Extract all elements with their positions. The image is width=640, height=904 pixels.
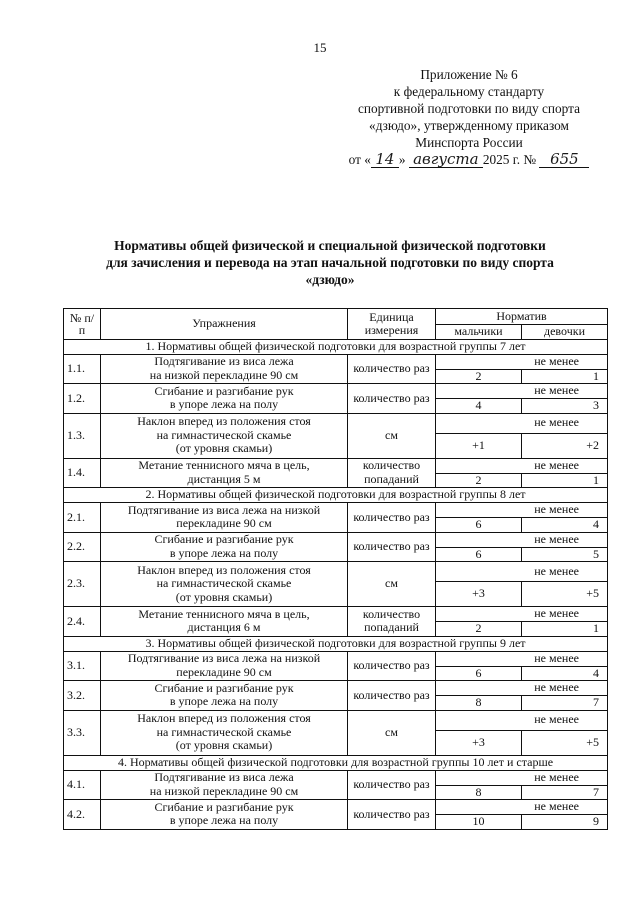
unit-cell (348, 607, 436, 637)
row-number: 3.2. (64, 681, 101, 711)
exercise-line: Сгибание и разгибание рук (154, 532, 294, 547)
exercise-cell (101, 354, 348, 384)
date-mid: » (398, 152, 406, 167)
row-number: 4.2. (64, 800, 101, 830)
exercise-line: Сгибание и разгибание рук (154, 799, 294, 814)
unit-line: количество раз (353, 390, 430, 405)
appendix-line-3: спортивной подготовки по виду спорта (358, 101, 580, 116)
title-line-2: для зачисления и перевода на этап начальной подготовки по виду спорта (106, 255, 554, 270)
header-girls: девочки (522, 325, 608, 340)
norm-label: не менее (436, 384, 608, 399)
norm-label: не менее (436, 354, 608, 369)
exercise-line: на низкой перекладине 90 см (149, 783, 299, 798)
exercise-cell (101, 607, 348, 637)
appendix-title: Приложение № 6 (420, 67, 518, 82)
boys-value: 6 (436, 547, 522, 562)
row-number: 1.3. (64, 413, 101, 458)
unit-line: количество (362, 458, 421, 473)
row-number: 2.2. (64, 532, 101, 562)
row-number: 2.4. (64, 607, 101, 637)
unit-cell (348, 710, 436, 755)
girls-value: 4 (522, 518, 608, 533)
exercise-cell (101, 458, 348, 488)
boys-value: +3 (436, 582, 522, 607)
unit-line: количество раз (353, 509, 430, 524)
table-row (64, 651, 608, 666)
header-exercise: Упражнения (101, 309, 348, 340)
unit-cell (348, 354, 436, 384)
norms-table-body (64, 339, 608, 829)
row-number: 1.4. (64, 458, 101, 488)
norm-label: не менее (436, 710, 608, 730)
appendix-date-line (300, 151, 638, 168)
exercise-line: Подтягивание из виса лежа (154, 770, 294, 785)
unit-line: количество раз (353, 658, 430, 672)
title-line-1: Нормативы общей физической и специальной физической подготовки (114, 238, 546, 253)
norm-label: не менее (436, 503, 608, 518)
exercise-cell (101, 413, 348, 458)
row-number: 3.3. (64, 710, 101, 755)
norm-label: не менее (436, 607, 608, 622)
boys-value: 6 (436, 666, 522, 681)
exercise-line: (от уровня скамьи) (175, 738, 273, 753)
exercise-cell (101, 503, 348, 533)
norm-label: не менее (436, 413, 608, 433)
page-number: 15 (313, 40, 327, 55)
section-row (64, 755, 608, 770)
boys-value: 10 (436, 815, 522, 830)
unit-cell (348, 413, 436, 458)
order-number-handwritten: 655 (539, 152, 589, 168)
table-row (64, 562, 608, 582)
date-day-handwritten: 14 (371, 152, 399, 168)
table-row (64, 384, 608, 399)
exercise-cell (101, 800, 348, 830)
table-row (64, 503, 608, 518)
norm-label: не менее (436, 532, 608, 547)
norm-label: не менее (436, 770, 608, 785)
unit-line: количество раз (353, 361, 430, 375)
boys-value: 4 (436, 399, 522, 414)
table-row (64, 354, 608, 369)
table-row (64, 770, 608, 785)
document-title (60, 237, 600, 288)
unit-cell (348, 384, 436, 414)
unit-cell (348, 562, 436, 607)
exercise-line: Наклон вперед из положения стоя (137, 562, 311, 577)
unit-cell (348, 503, 436, 533)
girls-value: +2 (522, 433, 608, 458)
exercise-line: Подтягивание из виса лежа на низкой (127, 502, 321, 517)
exercise-cell (101, 562, 348, 607)
exercise-line: на низкой перекладине 90 см (149, 367, 299, 382)
girls-value: 9 (522, 815, 608, 830)
section-row (64, 339, 608, 354)
norm-label: не менее (436, 458, 608, 473)
date-prefix: от « (348, 152, 371, 167)
girls-value: 7 (522, 696, 608, 711)
date-year: 2025 г. № (482, 152, 537, 167)
boys-value: 2 (436, 622, 522, 637)
unit-line: см (385, 576, 398, 591)
header-norm: Норматив (436, 309, 608, 325)
table-row (64, 458, 608, 473)
exercise-cell (101, 532, 348, 562)
boys-value: 2 (436, 473, 522, 488)
exercise-line: в упоре лежа на полу (169, 545, 279, 560)
header-boys: мальчики (436, 325, 522, 340)
exercise-line: на гимнастической скамье (156, 427, 292, 442)
girls-value: 1 (522, 473, 608, 488)
unit-line: количество раз (353, 687, 430, 702)
boys-value: 6 (436, 518, 522, 533)
exercise-line: (от уровня скамьи) (175, 589, 273, 604)
section-row (64, 488, 608, 503)
row-number: 1.2. (64, 384, 101, 414)
row-number: 1.1. (64, 354, 101, 384)
norm-label: не менее (436, 800, 608, 815)
unit-line: количество (362, 606, 421, 621)
row-number: 4.1. (64, 770, 101, 800)
girls-value: 5 (522, 547, 608, 562)
norm-label: не менее (436, 681, 608, 696)
exercise-line: в упоре лежа на полу (169, 694, 279, 709)
unit-cell (348, 681, 436, 711)
exercise-line: в упоре лежа на полу (169, 397, 279, 412)
norm-label: не менее (436, 651, 608, 666)
exercise-line: (от уровня скамьи) (175, 441, 273, 456)
exercise-line: Метание теннисного мяча в цель, (138, 606, 310, 621)
unit-cell (348, 800, 436, 830)
exercise-cell (101, 384, 348, 414)
exercise-line: на гимнастической скамье (156, 576, 292, 591)
unit-cell (348, 458, 436, 488)
section-title: 1. Нормативы общей физической подготовки для возрастной группы 7 лет (64, 339, 608, 354)
header-num: № п/п (64, 309, 101, 340)
section-title: 3. Нормативы общей физической подготовки для возрастной группы 9 лет (64, 636, 608, 651)
unit-line: попаданий (364, 471, 419, 486)
unit-cell (348, 651, 436, 681)
exercise-line: дистанция 5 м (187, 471, 261, 486)
unit-cell (348, 532, 436, 562)
appendix-line-4: «дзюдо», утвержденному приказом (369, 118, 569, 133)
section-row (64, 636, 608, 651)
table-row (64, 413, 608, 433)
appendix-line-2: к федеральному стандарту (393, 84, 545, 99)
exercise-line: в упоре лежа на полу (169, 813, 279, 828)
exercise-cell (101, 681, 348, 711)
girls-value: 4 (522, 666, 608, 681)
exercise-line: Сгибание и разгибание рук (154, 383, 294, 398)
unit-line: см (385, 427, 398, 442)
table-row (64, 681, 608, 696)
exercise-line: Сгибание и разгибание рук (154, 680, 294, 695)
norm-label: не менее (436, 562, 608, 582)
exercise-line: Подтягивание из виса лежа (154, 354, 294, 369)
boys-value: 8 (436, 785, 522, 800)
norms-table (63, 308, 608, 830)
unit-line: количество раз (353, 539, 430, 553)
exercise-line: на гимнастической скамье (156, 724, 292, 739)
girls-value: 1 (522, 622, 608, 637)
appendix-header (300, 66, 638, 168)
section-title: 4. Нормативы общей физической подготовки для возрастной группы 10 лет и старше (64, 755, 608, 770)
section-title: 2. Нормативы общей физической подготовки для возрастной группы 8 лет (64, 488, 608, 503)
exercise-cell (101, 770, 348, 800)
row-number: 2.3. (64, 562, 101, 607)
exercise-line: дистанция 6 м (187, 620, 261, 635)
title-line-3: «дзюдо» (305, 272, 355, 287)
row-number: 2.1. (64, 503, 101, 533)
exercise-line: Наклон вперед из положения стоя (137, 711, 311, 726)
girls-value: 1 (522, 369, 608, 384)
boys-value: 2 (436, 369, 522, 384)
exercise-cell (101, 710, 348, 755)
appendix-line-5: Минспорта России (415, 135, 523, 150)
girls-value: +5 (522, 582, 608, 607)
boys-value: +1 (436, 433, 522, 458)
exercise-line: перекладине 90 см (176, 664, 272, 679)
girls-value: 3 (522, 399, 608, 414)
unit-line: попаданий (364, 620, 419, 635)
exercise-line: перекладине 90 см (176, 516, 272, 531)
row-number: 3.1. (64, 651, 101, 681)
girls-value: 7 (522, 785, 608, 800)
table-row (64, 607, 608, 622)
table-row (64, 710, 608, 730)
date-month-handwritten: августа (409, 152, 483, 168)
unit-line: см (385, 724, 398, 739)
unit-cell (348, 770, 436, 800)
header-unit: Единица измерения (348, 309, 436, 340)
boys-value: 8 (436, 696, 522, 711)
exercise-line: Подтягивание из виса лежа на низкой (127, 651, 321, 666)
unit-line: количество раз (353, 806, 430, 821)
unit-line: количество раз (353, 777, 430, 791)
exercise-cell (101, 651, 348, 681)
boys-value: +3 (436, 730, 522, 755)
girls-value: +5 (522, 730, 608, 755)
exercise-line: Наклон вперед из положения стоя (137, 414, 311, 429)
table-row (64, 800, 608, 815)
table-row (64, 532, 608, 547)
exercise-line: Метание теннисного мяча в цель, (138, 458, 310, 473)
